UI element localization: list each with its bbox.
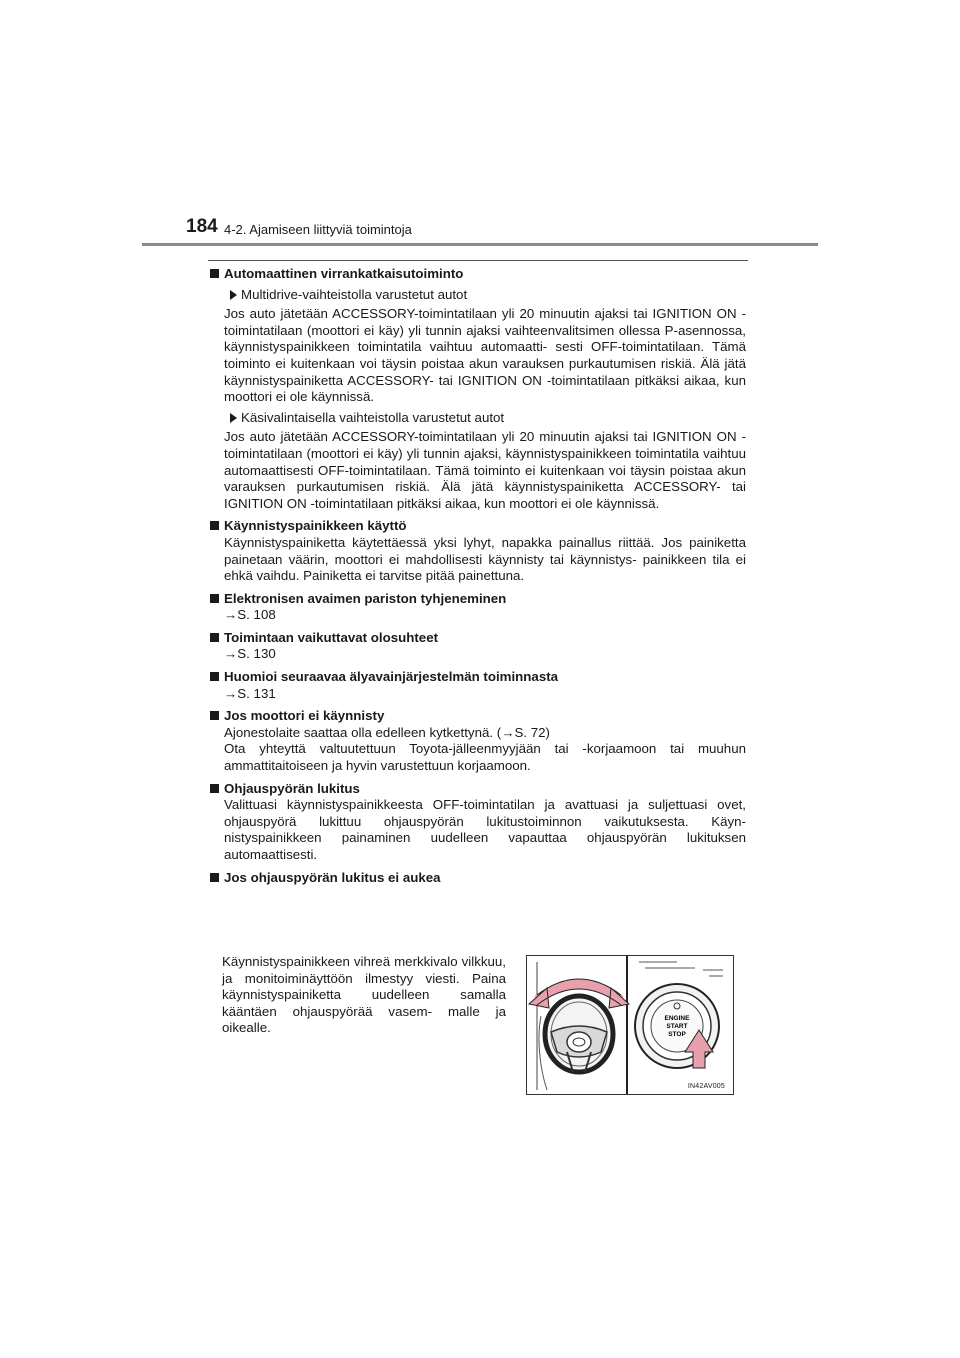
paragraph: Jos auto jätetään ACCESSORY-toimintatilaan yli 20 minuutin ajaksi tai IGNITION ON -toimintatilaan (moottori ei käy) yli tunnin ajaksi vaihteenvalitsimen ollessa P-asennossa, käynnistyspainikkeen toimintatila vaihtuu automaatti- sesti OFF-toimintatilaan. Tämä toiminto ei kuitenkaan voi täysin poistaa akun varauksen purkautumisen riskiä. Älä jätä käynnistyspainiketta ACCESSORY- tai IGNITION ON -toimintatilaan pitkäksi aikaa, kun moottori ei ole käynnissä. <box>224 306 746 405</box>
square-bullet-icon <box>210 633 219 642</box>
paragraph: Jos auto jätetään ACCESSORY-toimintatilaan yli 20 minuutin ajaksi tai IGNITION ON -toimintatilaan (moottori ei käy) yli tunnin ajaksi, käynnistyspainikkeen toimintatila vaihtuu automaattisesti OFF-toimintatilaan. Tämä toiminto ei kuitenkaan voi täysin poistaa akun varauksen purkautumisen riskiä. Älä jätä käynnistyspainiketta ACCESSORY- tai IGNITION ON -toimintatilaan pitkäksi aikaa, kun moottori ei ole käynnissä. <box>224 429 746 511</box>
section-smart-key-notes <box>210 669 746 702</box>
page-reference: →S. 130 <box>224 646 276 662</box>
square-bullet-icon <box>210 594 219 603</box>
paragraph: Käynnistyspainiketta käytettäessä yksi lyhyt, napakka painallus riittää. Jos painiketta painetaan väärin, moottori ei mahdollisesti käynnisty tai käynnistys- painikkeen tila ei ehkä vaihdu. Painiketta ei tarvitse pitää painettuna. <box>224 534 746 584</box>
figure-code: IN42AV005 <box>687 1083 725 1090</box>
square-bullet-icon <box>210 521 219 530</box>
square-bullet-icon <box>210 269 219 278</box>
square-bullet-icon <box>210 873 219 882</box>
section-heading: Automaattinen virrankatkaisutoiminto <box>210 266 746 283</box>
section-auto-power-off <box>210 266 746 512</box>
section-heading: Toimintaan vaikuttavat olosuhteet <box>210 630 746 647</box>
section-heading: Jos moottori ei käynnisty <box>210 708 746 725</box>
content-rule <box>208 260 748 261</box>
subheading: Multidrive-vaihteistolla varustetut autot <box>210 287 746 304</box>
section-key-battery <box>210 591 746 624</box>
illustration-svg <box>527 956 733 1094</box>
chapter-title: 4-2. Ajamiseen liittyviä toimintoja <box>224 222 412 237</box>
triangle-arrow-icon <box>230 413 237 423</box>
steering-start-button-illustration <box>526 955 734 1095</box>
section-button-use <box>210 518 746 584</box>
section-heading: Elektronisen avaimen pariston tyhjeneminen <box>210 591 746 608</box>
paragraph: Ota yhteyttä valtuutettuun Toyota-jälleenmyyjään tai -korjaamoon tai muuhun ammattitaitoiseen ja hyvin varustettuun korjaamoon. <box>224 741 746 774</box>
section-heading: Huomioi seuraavaa älyavainjärjestelmän toiminnasta <box>210 669 746 686</box>
subheading: Käsivalintaisella vaihteistolla varustetut autot <box>210 410 746 427</box>
page-reference: →S. 131 <box>224 685 276 701</box>
steering-wheel-icon <box>545 996 613 1072</box>
section-heading: Ohjauspyörän lukitus <box>210 781 746 798</box>
page-reference: →S. 108 <box>224 607 276 623</box>
square-bullet-icon <box>210 672 219 681</box>
section-conditions <box>210 630 746 663</box>
section-lock-not-release <box>210 870 746 887</box>
page-content <box>210 266 746 892</box>
square-bullet-icon <box>210 784 219 793</box>
header-rule <box>142 243 818 246</box>
button-label-engine: ENGINE <box>664 1015 690 1022</box>
button-label-stop: STOP <box>668 1031 686 1038</box>
button-label-start: START <box>666 1023 688 1030</box>
section-heading: Jos ohjauspyörän lukitus ei aukea <box>210 870 746 887</box>
paragraph: Käynnistyspainikkeen vihreä merkkivalo vilkkuu, ja monitoiminäyttöön ilmestyy viesti. Paina käynnistyspainiketta uudelleen samalla kääntäen ohjauspyörää vasem- malle ja oikealle. <box>222 954 506 1036</box>
paragraph: Valittuasi käynnistyspainikkeesta OFF-toimintatilan ja avattuasi ja suljettuasi ovet, ohjauspyörä lukittuu ohjauspyörän lukitustoiminnon vaikutuksesta. Käyn- nistyspainikkeen painaminen uudelleen vapauttaa ohjauspyörän lukituksen automaattisesti. <box>224 797 746 862</box>
page-number: 184 <box>186 216 218 237</box>
section-engine-not-start <box>210 708 746 774</box>
section-heading: Käynnistyspainikkeen käyttö <box>210 518 746 535</box>
start-stop-button-icon <box>635 984 719 1068</box>
dash-lines <box>639 962 723 976</box>
square-bullet-icon <box>210 711 219 720</box>
triangle-arrow-icon <box>230 290 237 300</box>
section-steering-lock <box>210 781 746 864</box>
paragraph: Ajonestolaite saattaa olla edelleen kytkettynä. (→S. 72) <box>224 724 550 740</box>
